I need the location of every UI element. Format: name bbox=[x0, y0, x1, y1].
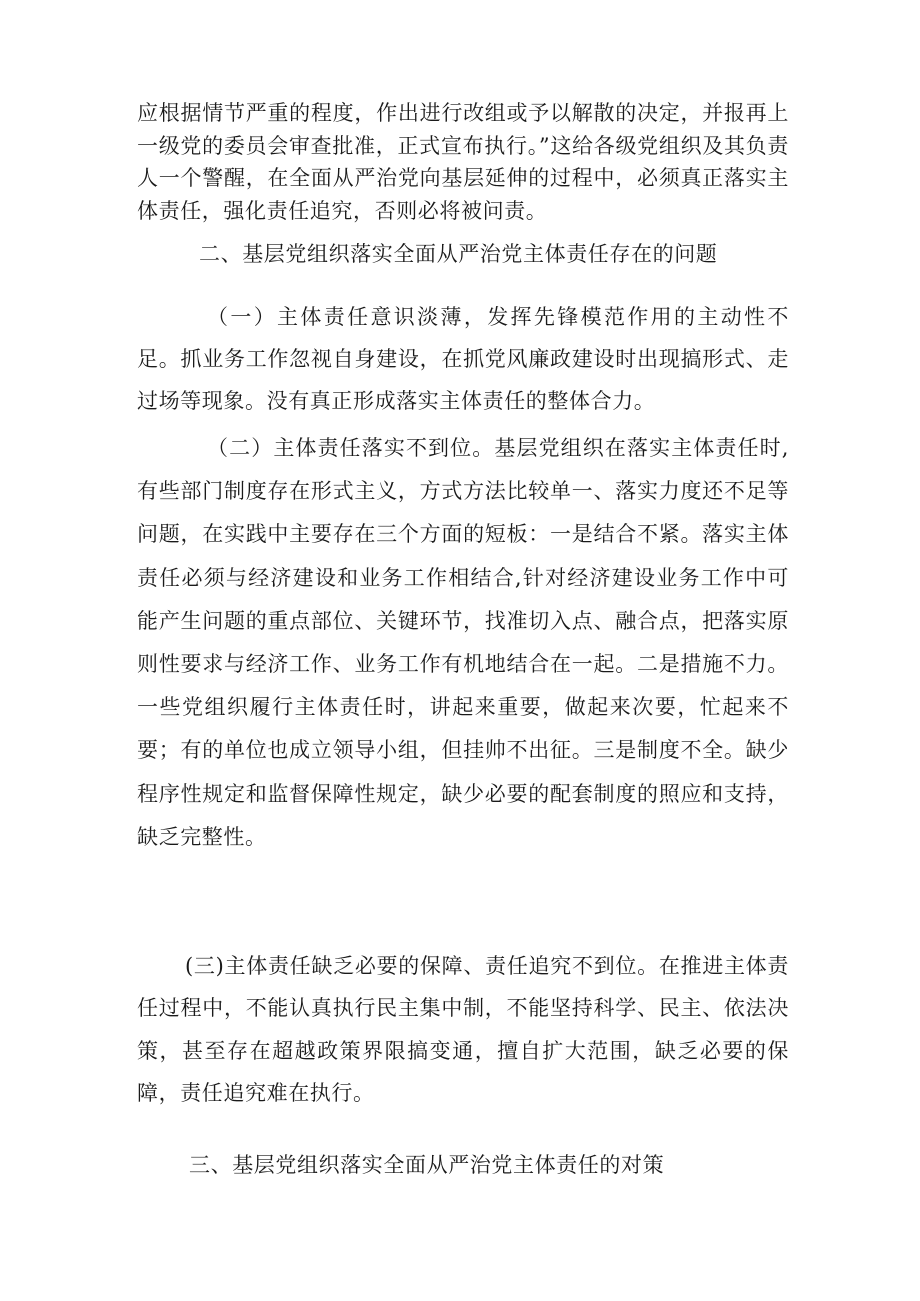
section-heading-2: 二、基层党组织落实全面从严治党主体责任存在的问题 bbox=[199, 242, 718, 266]
section-heading-3: 三、基层党组织落实全面从严治党主体责任的对策 bbox=[189, 1153, 665, 1177]
problem-item-2: （二）主体责任落实不到位。基层党组织在落实主体责任时,有些部门制度存在形式主义，方式方法比较单一、落实力度还不足等问题，在实践中主要存在三个方面的短板：一是结合不紧。落实主体责任必须与经济建设和业务工作相结合,针对经济建设业务工作中可能产生问题的重点部位、关键环节，找准切入点、融合点，把落实原则性要求与经济工作、业务工作有机地结合在一起。二是措施不力。一些党组织履行主体责任时，讲起来重要，做起来次要，忙起来不要；有的单位也成立领导小组，但挂帅不出征。三是制度不全。缺少程序性规定和监督保障性规定，缺少必要的配套制度的照应和支持，缺乏完整性。 bbox=[137, 436, 789, 849]
intro-paragraph: 应根据情节严重的程度，作出进行改组或予以解散的决定，并报再上一级党的委员会审查批准，正式宣布执行。”这给各级党组织及其负责人一个警醒，在全面从严治党向基层延伸的过程中，必须真正落实主体责任，强化责任追究，否则必将被问责。 bbox=[137, 101, 789, 223]
problem-item-3: (三)主体责任缺乏必要的保障、责任追究不到位。在推进主体责任过程中，不能认真执行民主集中制，不能坚持科学、民主、依法决策，甚至存在超越政策界限搞变通，擅自扩大范围，缺乏必要的保障，责任追究难在执行。 bbox=[137, 954, 789, 1106]
problem-item-1: （一）主体责任意识淡薄，发挥先锋模范作用的主动性不足。抓业务工作忽视自身建设，在抓党风廉政建设时出现搞形式、走过场等现象。没有真正形成落实主体责任的整体合力。 bbox=[137, 305, 789, 413]
